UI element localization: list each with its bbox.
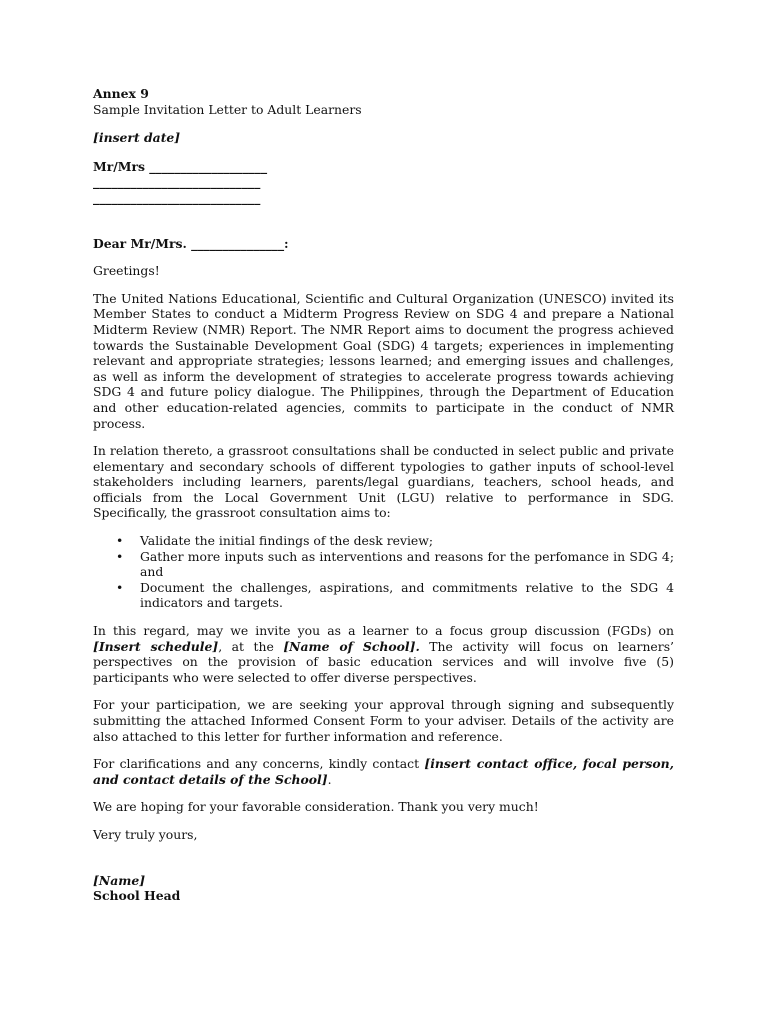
addressee-line-3: ___________________________ <box>93 189 261 205</box>
paragraph-thanks: We are hoping for your favorable consideration. Thank you very much! <box>93 799 539 815</box>
greeting: Greetings! <box>93 263 160 279</box>
invitation-text-end: The activity will focus on learners’ perspectives on the provision of basic education services and will involve five (5) participants who were selected to offer diverse perspectives. <box>93 638 674 685</box>
list-item <box>93 533 674 549</box>
invitation-text-mid: , at the <box>218 638 284 654</box>
closing: Very truly yours, <box>93 826 198 842</box>
annex-subtitle: Sample Invitation Letter to Adult Learners <box>93 101 362 117</box>
clarifications-end: . <box>327 771 332 787</box>
paragraph-consent: For your participation, we are seeking your approval through signing and subsequently submitting the attached Informed Consent Form to your adviser. Details of the activity are also attached to this letter for further information and reference. <box>93 697 674 744</box>
school-name-placeholder: [Name of School]. <box>283 638 420 654</box>
bullet-icon: • <box>116 533 124 549</box>
clarifications-text: For clarifications and any concerns, kindly contact <box>93 756 425 772</box>
list-item-text: Gather more inputs such as interventions and reasons for the perfomance in SDG 4; and <box>140 548 674 580</box>
signature-name: [Name] <box>93 872 146 888</box>
contact-placeholder: [insert contact office, focal person, and contact details of the School] <box>93 756 674 787</box>
addressee-line-2: ___________________________ <box>93 174 261 190</box>
list-item <box>93 580 674 611</box>
date-placeholder: [insert date] <box>93 130 181 146</box>
addressee-line-1: Mr/Mrs ___________________ <box>93 158 268 174</box>
invitation-text-start: In this regard, may we invite you as a learner to a focus group discussion (FGDs) on <box>93 623 674 639</box>
paragraph-clarifications <box>93 756 674 787</box>
list-item-text: Document the challenges, aspirations, and commitments relative to the SDG 4 indicators and targets. <box>140 579 674 611</box>
paragraph-grassroot-consultation: In relation thereto, a grassroot consultations shall be conducted in select public and private elementary and secondary schools of different typologies to gather inputs of school-level stakeholders including learners, parents/legal guardians, teachers, school heads, and officials from the Local Government Unit (LGU) relative to performance in SDG. Specifically, the grassroot consultation aims to: <box>93 443 674 521</box>
addressee-block <box>93 159 674 206</box>
signature-title: School Head <box>93 888 181 904</box>
bullet-icon: • <box>116 548 124 564</box>
bullet-icon: • <box>116 579 124 595</box>
list-item-text: Validate the initial findings of the desk review; <box>140 533 434 549</box>
list-item <box>93 549 674 580</box>
letter-body <box>93 86 674 904</box>
objectives-list <box>93 533 674 611</box>
annex-title: Annex 9 <box>93 86 149 101</box>
paragraph-invitation <box>93 623 674 685</box>
paragraph-unesco-intro: The United Nations Educational, Scientific and Cultural Organization (UNESCO) invited its Member States to conduct a Midterm Progress Review on SDG 4 and prepare a National Midterm Review (NMR) Report. The NMR Report aims to document the progress achieved towards the Sustainable Development Goal (SDG) 4 targets; experiences in implementing relevant and appropriate strategies; lessons learned; and emerging issues and challenges, as well as inform the development of strategies to accelerate progress towards achieving SDG 4 and future policy dialogue. The Philippines, through the Department of Education and other education-related agencies, commits to participate in the conduct of NMR process. <box>93 290 674 431</box>
salutation: Dear Mr/Mrs. _______________: <box>93 235 289 251</box>
schedule-placeholder: [Insert schedule] <box>93 638 219 654</box>
